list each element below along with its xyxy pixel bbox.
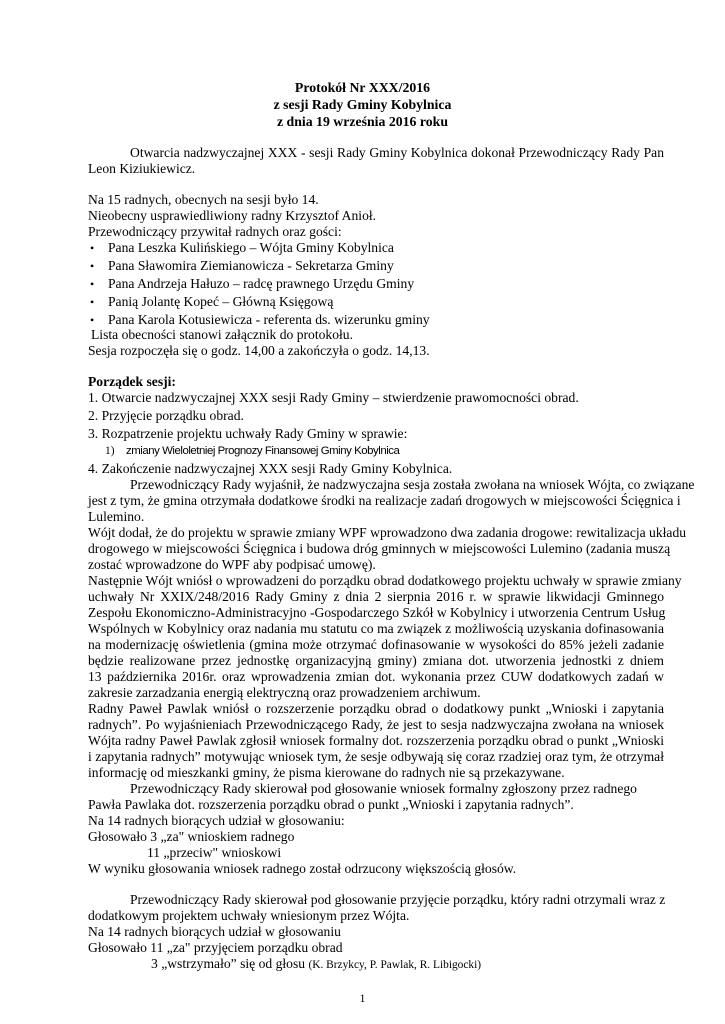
opening-line: Leon Kiziukiewicz. [88, 161, 196, 176]
vote-line: Głosowało 3 „za" wnioskiem radnego [88, 829, 295, 844]
attendance-line: Przewodniczący przywitał radnych oraz gości: [88, 224, 342, 239]
vote-line [151, 956, 481, 973]
paragraph-line: informację od mieszkanki gminy, że pisma kierowane do radnych nie są przekazywane. [88, 765, 565, 780]
paragraph-line: Przewodniczący Rady skierował pod głosowanie wniosek formalny zgłoszony przez radnego [130, 781, 637, 796]
agenda-item: 3. Rozpatrzenie projektu uchwały Rady Gminy w sprawie: [88, 426, 408, 441]
paragraph-line: Zespołu Ekonomiczno-Administracyjno -Gospodarczego Szkół w Kobylnicy i utworzenia Centrum Usług [88, 605, 666, 620]
agenda-item: 4. Zakończenie nadzwyczajnej XXX sesji Rady Gminy Kobylnica. [88, 461, 453, 476]
paragraph-line: 13 października 2016r. oraz wprowadzenia zmian dot. wykonania przez CUW dodatkowych zadań w [88, 669, 664, 684]
vote-result: W wyniku głosowania wniosek radnego został odrzucony większością głosów. [88, 861, 517, 876]
bullet-icon: • [90, 277, 95, 291]
paragraph-line: jest z tym, że gmina otrzymała dodatkowe środki na realizacje zadań drogowych w miejscowości Ścięgnica i [88, 493, 681, 508]
page-number: 1 [359, 991, 366, 1005]
paragraph-line: zostać wprowadzone do WPF aby podpisać umowę). [88, 557, 376, 572]
paragraph-line: uchwały Nr XXIX/248/2016 Rady Gminy z dnia 2 sierpnia 2016 r. w sprawie likwidacji Gminnego [88, 589, 664, 604]
paragraph-line: na modernizację oświetlenia (gmina może otrzymać dofinasowanie w wysokości do 85% jeżeli zadanie [88, 637, 664, 652]
paragraph-line: Wójt dodał, że do projektu w sprawie zmiany WPF wprowadzono dwa zadania drogowe: rewitalizacja układu [88, 525, 687, 540]
abstain-names: (K. Brzykcy, P. Pawlak, R. Libigocki) [308, 959, 482, 971]
paragraph-line: Przewodniczący Rady skierował pod głosowanie przyjęcie porządku, który radni otrzymali wraz z [130, 892, 666, 907]
session-times: Sesja rozpoczęła się o godz. 14,00 a zakończyła o godz. 14,13. [88, 343, 430, 358]
paragraph-line: Następnie Wójt wniósł o wprowadzeni do porządku obrad dodatkowego projektu uchwały w sprawie zmiany [88, 573, 682, 588]
vote-line: Na 14 radnych biorących udział w głosowaniu [88, 924, 341, 939]
paragraph-line: i zapytania radnych” motywując wniosek tym, że sesje odbywają się coraz rzadziej oraz tym, że otrzymał [88, 749, 664, 764]
guest-item: Pana Andrzeja Hałuzo – radcę prawnego Urzędu Gminy [108, 276, 415, 291]
agenda-subitem-number: 1) [105, 445, 115, 457]
vote-line: Głosowało 11 „za" przyjęciem porządku obrad [88, 940, 343, 955]
vote-line: 11 „przeciw" wnioskowi [147, 845, 282, 860]
paragraph-line: będzie realizowane przez jednostkę organizacyjną gminy) zmiana dot. utworzenia jednostki z dniem [88, 653, 664, 668]
bullet-icon: • [90, 259, 95, 273]
document-title: Protokół Nr XXX/2016 [294, 80, 431, 95]
paragraph-line: drogowego w miejscowości Ścięgnica i budowa dróg gminnych w miejscowości Lulemino (zadania muszą [88, 541, 671, 556]
bullet-icon: • [90, 241, 95, 255]
agenda-subitem: zmiany Wieloletniej Prognozy Finansowej Gminy Kobylnica [126, 445, 400, 457]
guest-item: Pana Leszka Kulińskiego – Wójta Gminy Kobylnica [108, 240, 394, 255]
attendance-line: Nieobecny usprawiedliwiony radny Krzysztof Anioł. [88, 208, 377, 223]
guest-item: Panią Jolantę Kopeć – Główną Księgową [108, 294, 334, 309]
paragraph-line: Wspólnych w Kobylnicy oraz nadania mu statutu co ma związek z możliwością uzyskania dofinasowania [88, 621, 664, 636]
agenda-item: 1. Otwarcie nadzwyczajnej XXX sesji Rady Gminy – stwierdzenie prawomocności obrad. [88, 390, 579, 405]
vote-line: Na 14 radnych biorących udział w głosowaniu: [88, 813, 345, 828]
paragraph-line: Wójta radny Paweł Pawlak zgłosił wniosek formalny dot. rozszerzenia porządku obrad o punkt „Wnioski [88, 733, 664, 748]
document-date: z dnia 19 września 2016 roku [276, 114, 449, 129]
agenda-heading: Porządek sesji: [88, 374, 176, 389]
bullet-icon: • [90, 295, 95, 309]
paragraph-line: Pawła Pawlaka dot. rozszerzenia porządku obrad o punkt „Wnioski i zapytania radnych”. [88, 797, 574, 812]
abstain-count: 3 „wstrzymało” się od głosu [151, 956, 306, 971]
paragraph-line: zakresie zarzadzania energią elektryczną oraz prowadzeniem archiwum. [88, 685, 481, 700]
guest-item: Pana Karola Kotusiewicza - referenta ds. wizerunku gminy [108, 312, 430, 327]
opening-line: Otwarcia nadzwyczajnej XXX - sesji Rady Gminy Kobylnica dokonał Przewodniczący Rady Pan [130, 145, 664, 160]
attachment-note: Lista obecności stanowi załącznik do protokołu. [91, 327, 353, 342]
bullet-icon: • [90, 313, 95, 327]
paragraph-line: Lulemino. [88, 509, 145, 524]
attendance-line: Na 15 radnych, obecnych na sesji było 14. [88, 192, 319, 207]
paragraph-line: Radny Paweł Pawlak wniósł o rozszerzenie porządku obrad o dodatkowy punkt „Wnioski i zapytania [88, 701, 664, 716]
guest-item: Pana Sławomira Ziemianowicza - Sekretarza Gminy [108, 258, 394, 273]
paragraph-line: radnych”. Po wyjaśnieniach Przewodniczącego Rady, że jest to sesja nadzwyczajna zwołana na wniosek [88, 717, 664, 732]
document-subtitle: z sesji Rady Gminy Kobylnica [273, 97, 452, 112]
paragraph-line: Przewodniczący Rady wyjaśnił, że nadzwyczajna sesja została zwołana na wniosek Wójta, co związane [130, 477, 695, 492]
paragraph-line: dodatkowym projektem uchwały wniesionym przez Wójta. [88, 908, 410, 923]
agenda-item: 2. Przyjęcie porządku obrad. [88, 408, 244, 423]
